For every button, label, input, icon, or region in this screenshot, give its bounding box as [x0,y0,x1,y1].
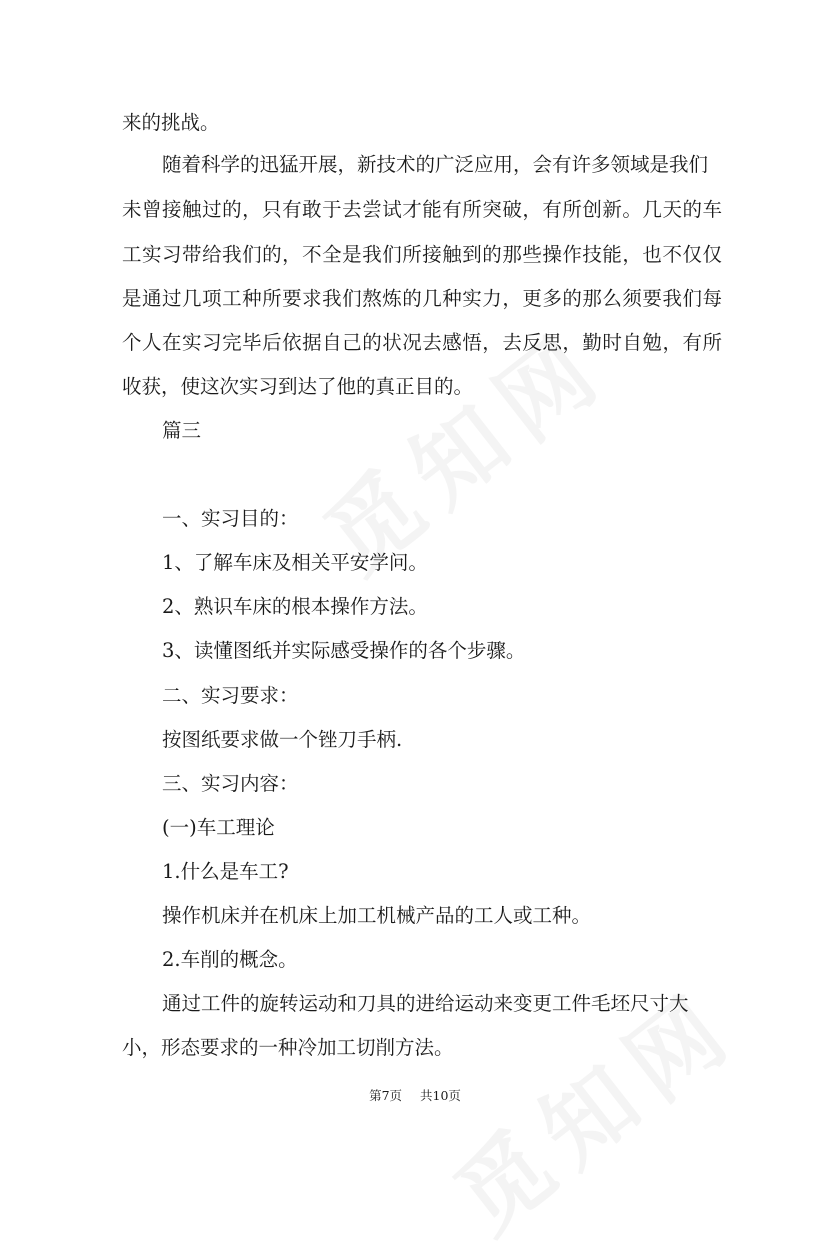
page-footer [0,1086,830,1104]
page-total: 共10页 [420,1088,461,1103]
list-item: 3、读懂图纸并实际感受操作的各个步骤。 [162,639,526,662]
paragraph-line: 是通过几项工种所要求我们熬炼的几种实力，更多的那么须要我们每 [122,287,722,310]
paragraph-line: 个人在实习完毕后依据自己的状况去感悟，去反思，勤时自勉，有所 [122,331,722,354]
paragraph-line: 通过工件的旋转运动和刀具的进给运动来变更工件毛坯尺寸大 [162,992,689,1015]
paragraph-line: 操作机床并在机床上加工机械产品的工人或工种。 [162,904,592,927]
section-heading: 篇三 [162,419,202,442]
paragraph-line: 工实习带给我们的，不全是我们所接触到的那些操作技能，也不仅仅 [122,243,722,266]
section-heading: 二、实习要求： [162,684,299,707]
subsection-heading: (一)车工理论 [162,816,275,839]
list-item: 2、熟识车床的根本操作方法。 [162,595,428,618]
paragraph-line: 随着科学的迅猛开展，新技术的广泛应用，会有许多领域是我们 [162,153,709,176]
paragraph-line: 收获，使这次实习到达了他的真正目的。 [122,375,474,398]
paragraph-line: 小，形态要求的一种冷加工切削方法。 [122,1036,454,1059]
paragraph-line: 未曾接触过的，只有敢于去尝试才能有所突破，有所创新。几天的车 [122,198,722,221]
question-line: 1.什么是车工? [162,860,289,883]
section-heading: 三、实习内容： [162,772,299,795]
page-number: 第7页 [369,1088,403,1103]
question-line: 2.车削的概念。 [162,948,298,971]
list-item: 1、了解车床及相关平安学问。 [162,551,428,574]
paragraph-line: 按图纸要求做一个锉刀手柄. [162,728,403,751]
section-heading: 一、实习目的： [162,507,299,530]
paragraph-line: 来的挑战。 [122,111,220,134]
